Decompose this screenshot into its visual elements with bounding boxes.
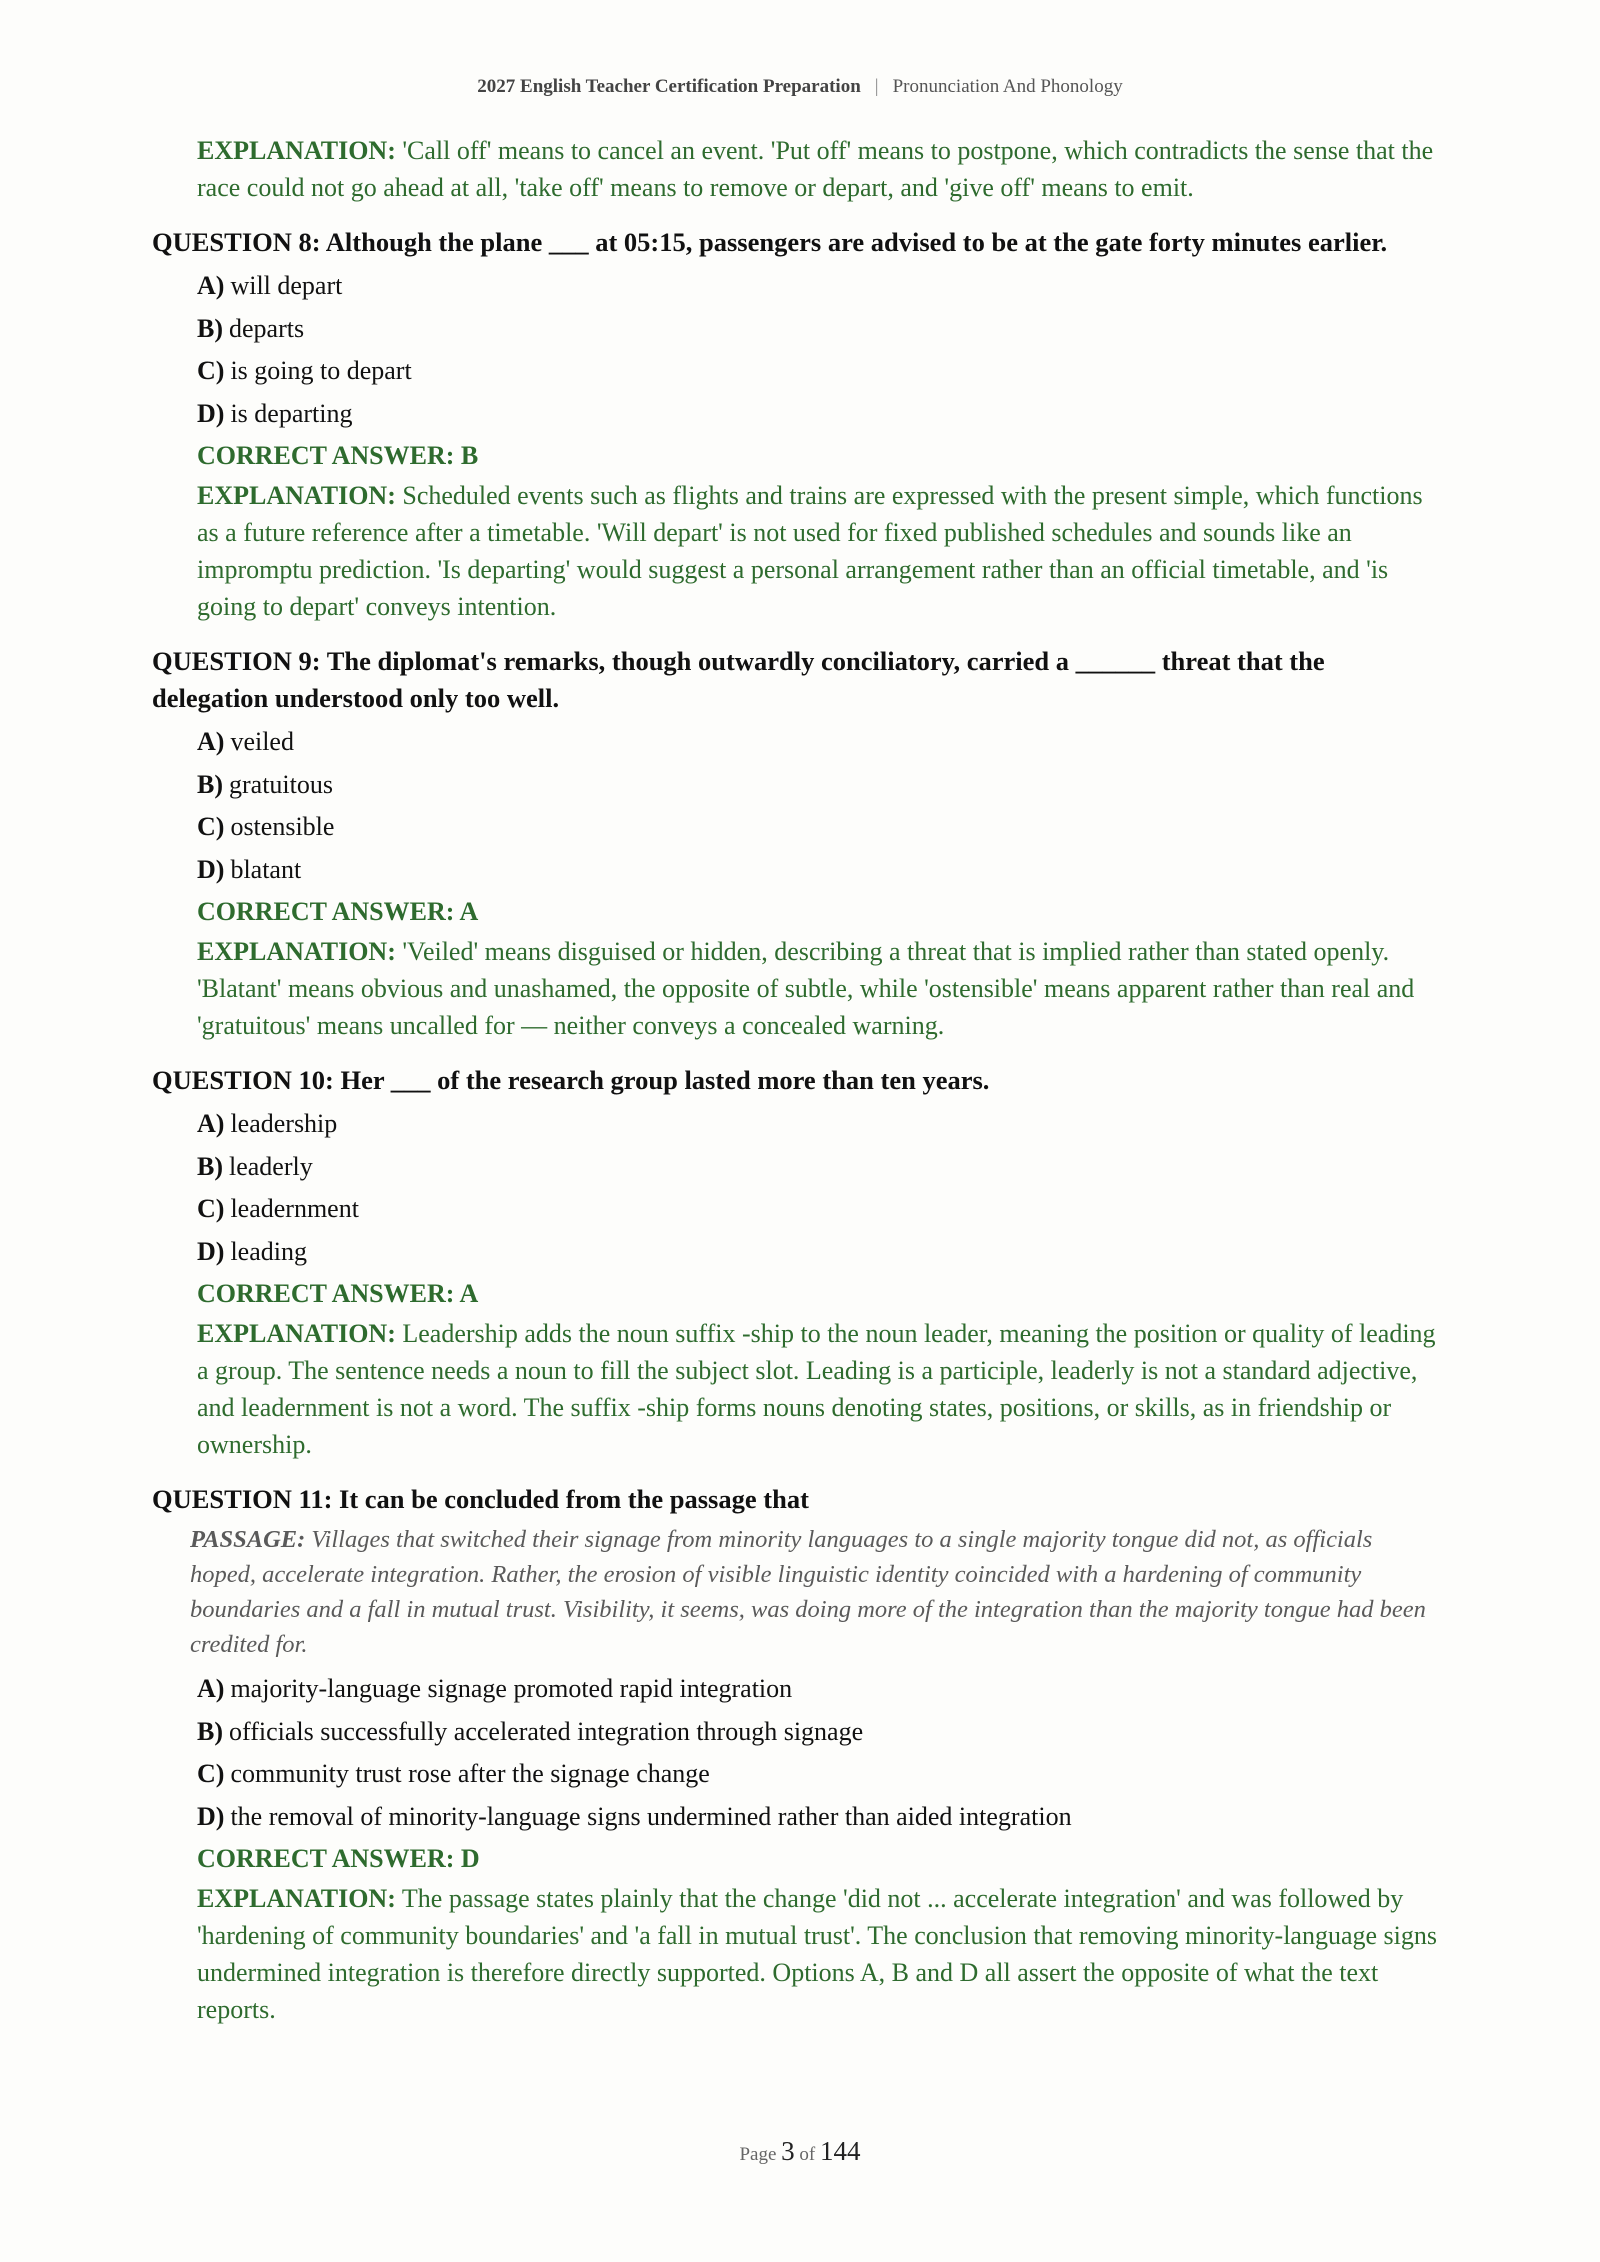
explanation-label: EXPLANATION: [197,1319,396,1348]
option-d [197,393,1442,436]
question-title: QUESTION 11: It can be concluded from the passage that [152,1484,809,1514]
option-b [197,764,1442,807]
question-block-8 [152,224,1442,625]
option-text: the removal of minority-language signs undermined rather than aided integration [230,1801,1072,1831]
option-c [197,1188,1442,1231]
explanation-text: The passage states plainly that the change 'did not ... accelerate integration' and was followed by 'hardening of community boundaries' and 'a fall in mutual trust'. The conclusion that removing minority-language signs undermined integration is therefore directly supported. Options A, B and D all assert the opposite of what the text reports. [197,1884,1438,2024]
option-text: departs [229,313,305,343]
option-c [197,806,1442,849]
option-letter: B) [197,313,223,343]
page-prefix: Page [739,2144,777,2165]
option-text: ostensible [230,812,335,841]
option-letter: D) [197,1801,225,1831]
option-b [197,1146,1442,1189]
explanation-label: EXPLANATION: [197,481,396,510]
explanation [197,933,1442,1044]
option-letter: A) [197,727,225,756]
page-header [0,76,1600,98]
explanation [197,477,1442,625]
option-letter: C) [197,356,225,385]
option-letter: C) [197,1194,225,1223]
option-text: is departing [230,398,353,428]
option-text: leaderly [229,1151,313,1181]
option-letter: B) [197,1151,223,1181]
option-b [197,1711,1442,1754]
correct-answer: CORRECT ANSWER: A [197,897,479,926]
page-content [152,132,1442,2028]
option-a [197,265,1442,308]
option-text: will depart [230,271,343,300]
option-letter: B) [197,769,223,799]
option-letter: C) [197,812,225,841]
option-text: majority-language signage promoted rapid integration [230,1674,793,1703]
option-text: leadernment [230,1194,359,1223]
option-c [197,350,1442,393]
question-title: QUESTION 8: Although the plane ___ at 05:15, passengers are advised to be at the gate forty minutes earlier. [152,227,1388,257]
reading-passage [190,1522,1442,1662]
header-section: Pronunciation And Phonology [892,76,1123,97]
question-block-9 [152,643,1442,1044]
option-a [197,1103,1442,1146]
explanation-label: EXPLANATION: [197,937,396,966]
explanation [197,1315,1442,1463]
question-title: QUESTION 9: The diplomat's remarks, though outwardly conciliatory, carried a ______ threat that the delegation understood only too well. [152,646,1325,713]
option-text: officials successfully accelerated integration through signage [229,1716,864,1746]
explanation-label: EXPLANATION: [197,1884,396,1913]
question-block-11 [152,1481,1442,2028]
correct-answer: CORRECT ANSWER: A [197,1279,479,1308]
page-of: of [799,2144,816,2165]
option-letter: D) [197,854,225,884]
option-a [197,721,1442,764]
option-d [197,1231,1442,1274]
header-title: 2027 English Teacher Certification Preparation [477,76,861,97]
explanation-text: Leadership adds the noun suffix -ship to the noun leader, meaning the position or quality of leading a group. The sentence needs a noun to fill the subject slot. Leading is a participle, leaderly is not a standard adjective, and leadernment is not a word. The suffix -ship forms nouns denoting states, positions, or skills, as in friendship or ownership. [197,1319,1436,1459]
question-title: QUESTION 10: Her ___ of the research group lasted more than ten years. [152,1065,990,1095]
option-d [197,1796,1442,1839]
option-letter: B) [197,1716,223,1746]
option-letter: A) [197,271,225,300]
explanation-text: 'Call off' means to cancel an event. 'Put off' means to postpone, which contradicts the sense that the race could not go ahead at all, 'take off' means to remove or depart, and 'give off' means to emit. [197,136,1434,202]
explanation-text: 'Veiled' means disguised or hidden, describing a threat that is implied rather than stated openly. 'Blatant' means obvious and unashamed, the opposite of subtle, while 'ostensible' means apparent rather than real and 'gratuitous' means uncalled for — neither conveys a concealed warning. [197,937,1415,1040]
page-number: 3 [781,2136,795,2166]
question-block-10 [152,1062,1442,1463]
option-a [197,1668,1442,1711]
option-text: is going to depart [230,356,412,385]
header-separator: | [874,76,879,97]
option-text: veiled [230,727,294,756]
page-total: 144 [820,2136,861,2166]
correct-answer: CORRECT ANSWER: D [197,1844,480,1873]
correct-answer: CORRECT ANSWER: B [197,441,479,470]
option-text: gratuitous [229,769,333,799]
passage-label: PASSAGE: [190,1526,306,1553]
option-d [197,849,1442,892]
option-c [197,1753,1442,1796]
option-text: blatant [230,854,302,884]
option-text: community trust rose after the signage change [230,1759,710,1788]
option-letter: D) [197,398,225,428]
option-text: leadership [230,1109,338,1138]
option-b [197,308,1442,351]
explanation-q7 [197,132,1442,206]
page-footer [0,2136,1600,2167]
explanation [197,1880,1442,2028]
option-letter: D) [197,1236,225,1266]
option-letter: C) [197,1759,225,1788]
explanation-label: EXPLANATION: [197,136,396,165]
option-letter: A) [197,1674,225,1703]
option-letter: A) [197,1109,225,1138]
explanation-text: Scheduled events such as flights and trains are expressed with the present simple, which functions as a future reference after a timetable. 'Will depart' is not used for fixed published schedules and sounds like an impromptu prediction. 'Is departing' would suggest a personal arrangement rather than an official timetable, and 'is going to depart' conveys intention. [197,481,1423,621]
option-text: leading [230,1236,307,1266]
passage-text: Villages that switched their signage from minority languages to a single majority tongue did not, as officials hoped, accelerate integration. Rather, the erosion of visible linguistic identity coincided with a hardening of community boundaries and a fall in mutual trust. Visibility, it seems, was doing more of the integration than the majority tongue had been credited for. [190,1526,1426,1658]
